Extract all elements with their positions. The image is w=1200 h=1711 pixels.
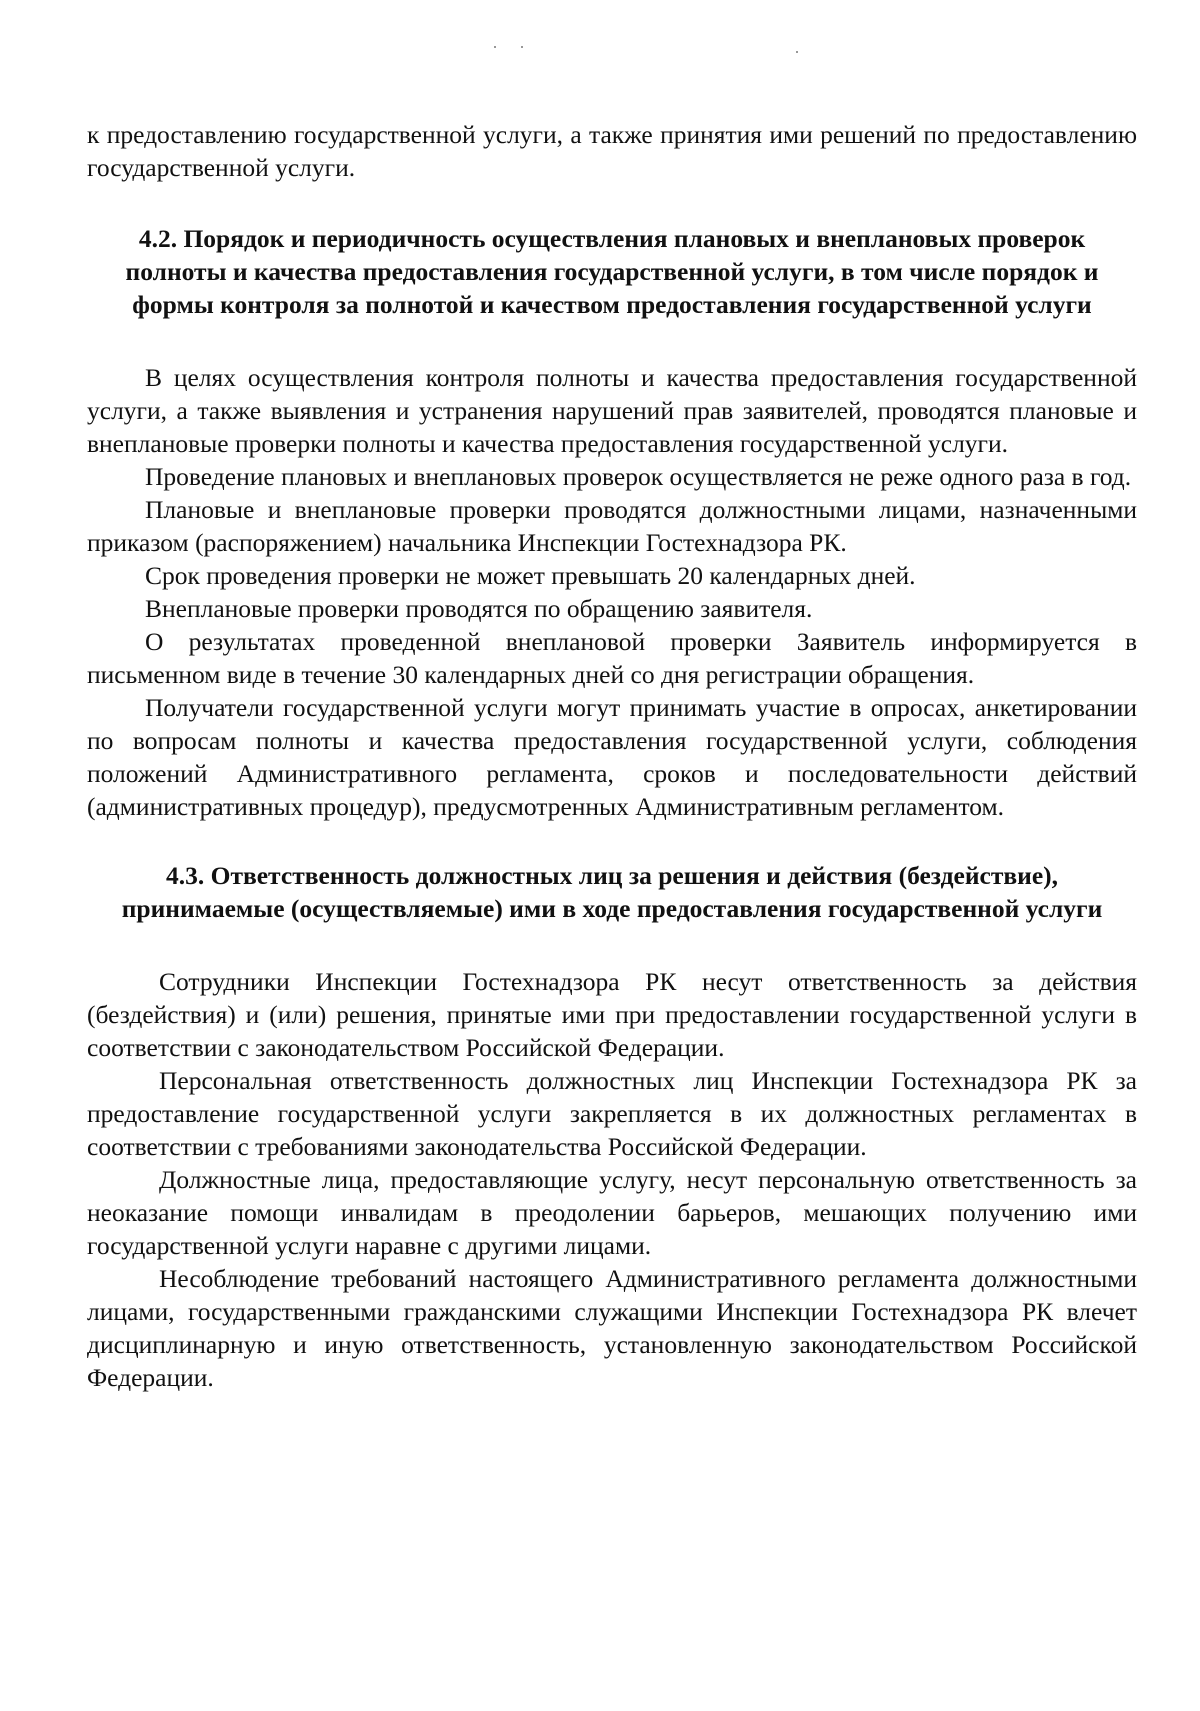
section-4-2-paragraph: Срок проведения проверки не может превышать 20 календарных дней. bbox=[145, 561, 916, 590]
section-4-3-paragraph: Должностные лица, предоставляющие услугу, несут персональную ответственность за неоказание помощи инвалидам в преодолении барьеров, мешающих получению ими государственной услуги наравне с другими лицами. bbox=[87, 1165, 1137, 1260]
section-4-2-paragraph: О результатах проведенной внеплановой проверки Заявитель информируется в письменном виде в течение 30 календарных дней со дня регистрации обращения. bbox=[87, 627, 1137, 689]
scan-artifact bbox=[796, 51, 798, 53]
intro-paragraph: к предоставлению государственной услуги, а также принятия ими решений по предоставлению государственной услуги. bbox=[87, 120, 1137, 182]
section-4-2-paragraph: Плановые и внеплановые проверки проводятся должностными лицами, назначенными приказом (распоряжением) начальника Инспекции Гостехнадзора РК. bbox=[87, 495, 1137, 557]
section-4-2-paragraph: В целях осуществления контроля полноты и качества предоставления государственной услуги, а также выявления и устранения нарушений прав заявителей, проводятся плановые и внеплановые проверки полноты и качества предоставления государственной услуги. bbox=[87, 363, 1137, 458]
section-4-2-paragraph: Получатели государственной услуги могут принимать участие в опросах, анкетировании по вопросам полноты и качества предоставления государственной услуги, соблюдения положений Административного регламента, сроков и последовательности действий (административных процедур), предусмотренных Административным регламентом. bbox=[87, 693, 1137, 821]
section-4-2-paragraph: Внеплановые проверки проводятся по обращению заявителя. bbox=[145, 594, 813, 623]
section-4-3-heading: 4.3. Ответственность должностных лиц за решения и действия (бездействие), принимаемые (осуществляемые) ими в ходе предоставления государственной услуги bbox=[121, 861, 1103, 923]
section-4-3-paragraph: Несоблюдение требований настоящего Административного регламента должностными лицами, государственными гражданскими служащими Инспекции Гостехнадзора РК влечет дисциплинарную и иную ответственность, установленную законодательством Российской Федерации. bbox=[87, 1264, 1137, 1392]
section-4-3-paragraph: Сотрудники Инспекции Гостехнадзора РК несут ответственность за действия (бездействия) и (или) решения, принятые ими при предоставлении государственной услуги в соответствии с законодательством Российской Федерации. bbox=[87, 967, 1137, 1062]
section-4-2-heading: 4.2. Порядок и периодичность осуществления плановых и внеплановых проверок полноты и качества предоставления государственной услуги, в том числе порядок и формы контроля за полнотой и качеством предоставления государственной услуги bbox=[125, 224, 1099, 319]
document-body bbox=[87, 118, 1137, 1394]
scan-artifact bbox=[521, 46, 523, 48]
section-4-3-paragraph: Персональная ответственность должностных лиц Инспекции Гостехнадзора РК за предоставление государственной услуги закрепляется в их должностных регламентах в соответствии с требованиями законодательства Российской Федерации. bbox=[87, 1066, 1137, 1161]
section-4-2-paragraph: Проведение плановых и внеплановых проверок осуществляется не реже одного раза в год. bbox=[145, 462, 1132, 491]
scan-artifact bbox=[494, 46, 496, 48]
